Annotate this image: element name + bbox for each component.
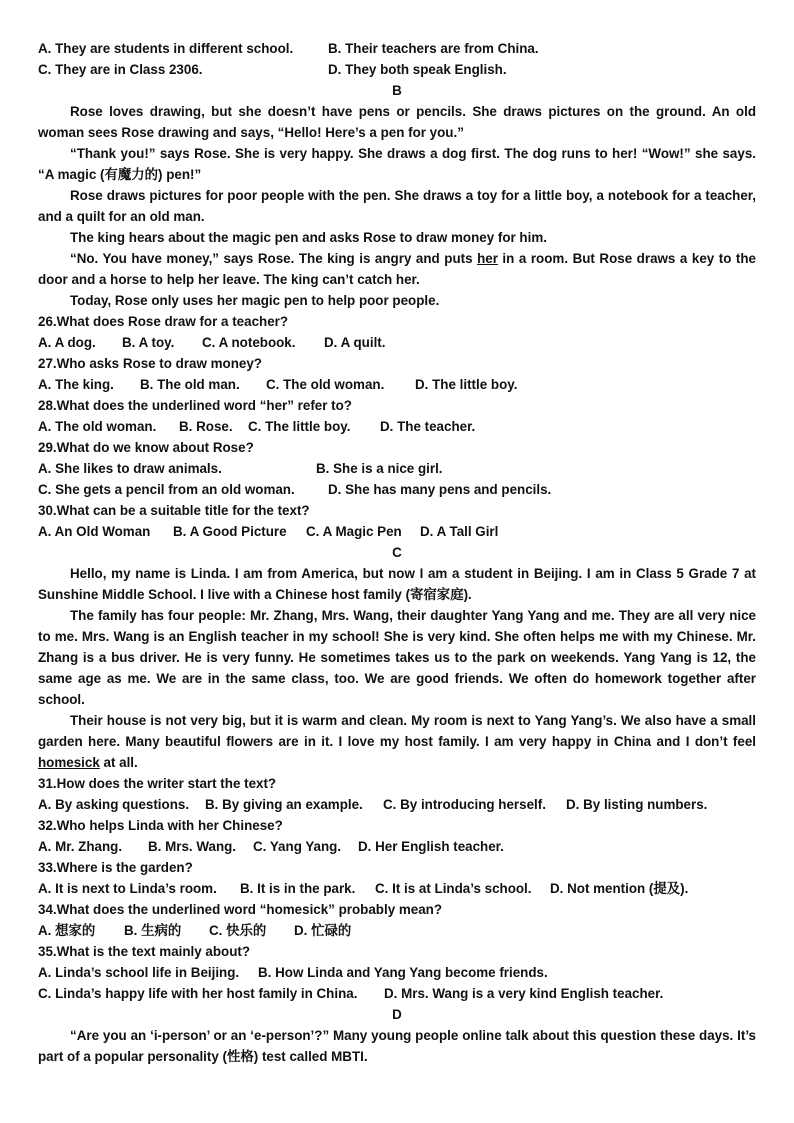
option-b[interactable]: B. By giving an example. [205, 797, 363, 812]
option-b[interactable]: B. She is a nice girl. [316, 461, 443, 476]
passage-paragraph: “Are you an ‘i-person’ or an ‘e-person’?” Many young people online talk about this question these days. It’s part of a popular personality (性格) test called MBTI. [38, 1028, 756, 1064]
option-row [38, 374, 756, 395]
text-run: at all. [99, 755, 138, 770]
option-c[interactable]: C. The little boy. [248, 419, 351, 434]
passage-paragraph: Rose draws pictures for poor people with the pen. She draws a toy for a little boy, a notebook for a teacher, and a quilt for an old man. [38, 188, 756, 224]
option-row [38, 962, 756, 983]
option-c[interactable]: C. It is at Linda’s school. [375, 881, 532, 896]
passage-paragraph: The family has four people: Mr. Zhang, Mrs. Wang, their daughter Yang Yang and me. They are all very nice to me. Mrs. Wang is an English teacher in my school! She is very kind. She often helps me with my Chinese. Mr. Zhang is a bus driver. He is very funny. He sometimes takes us to the park on weekends. Yang Yang is 12, the same age as me. We are in the same class, too. We are good friends. We often do homework together after school. [38, 608, 756, 707]
option-d[interactable]: D. A quilt. [324, 335, 386, 350]
question-stem: 28.What does the underlined word “her” refer to? [38, 398, 352, 413]
passage-paragraph: Hello, my name is Linda. I am from America, but now I am a student in Beijing. I am in Class 5 Grade 7 at Sunshine Middle School. I live with a Chinese host family (寄宿家庭). [38, 566, 756, 602]
option-row [38, 794, 756, 815]
option-d[interactable]: D. Not mention (提及). [550, 881, 689, 896]
question-stem: 31.How does the writer start the text? [38, 776, 277, 791]
option-b[interactable]: B. Mrs. Wang. [148, 839, 237, 854]
section-heading: C [392, 545, 402, 560]
option-d[interactable]: D. The little boy. [415, 377, 518, 392]
text-run: in a room. But Rose draws a key to the door and a horse to help her leave. The king can’t catch her. [38, 251, 757, 287]
option-d[interactable]: D. A Tall Girl [420, 524, 499, 539]
question-stem: 30.What can be a suitable title for the text? [38, 503, 310, 518]
option-d[interactable]: D. By listing numbers. [566, 797, 708, 812]
exam-page [38, 38, 756, 1067]
option-d[interactable]: D. She has many pens and pencils. [328, 482, 552, 497]
option-d[interactable]: D. Mrs. Wang is a very kind English teacher. [384, 986, 664, 1001]
option-row [38, 983, 756, 1004]
option-a[interactable]: A. Mr. Zhang. [38, 839, 123, 854]
option-c[interactable]: C. They are in Class 2306. [38, 62, 203, 77]
underlined-word: her [477, 251, 498, 266]
text-run: “No. You have money,” says Rose. The king is angry and puts [70, 251, 478, 266]
option-a[interactable]: A. The king. [38, 377, 114, 392]
option-row [38, 521, 756, 542]
question-stem: 32.Who helps Linda with her Chinese? [38, 818, 283, 833]
option-row [38, 920, 756, 941]
question-stem: 26.What does Rose draw for a teacher? [38, 314, 289, 329]
option-b[interactable]: B. A toy. [122, 335, 175, 350]
option-row [38, 59, 756, 80]
question-stem: 34.What does the underlined word “homesick” probably mean? [38, 902, 443, 917]
option-a[interactable]: A. It is next to Linda’s room. [38, 881, 217, 896]
option-a[interactable]: A. An Old Woman [38, 524, 151, 539]
option-b[interactable]: B. Their teachers are from China. [328, 41, 539, 56]
option-row [38, 38, 756, 59]
option-a[interactable]: A. They are students in different school. [38, 41, 294, 56]
passage-paragraph: Today, Rose only uses her magic pen to help poor people. [70, 293, 440, 308]
text-run: Their house is not very big, but it is warm and clean. My room is next to Yang Yang’s. We also have a small garden here. Many beautiful flowers are in it. I love my host family. I am very happy in China and I don’t feel [38, 713, 756, 749]
question-stem: 35.What is the text mainly about? [38, 944, 251, 959]
option-c[interactable]: C. By introducing herself. [383, 797, 546, 812]
passage-paragraph [38, 248, 756, 290]
option-a[interactable]: A. The old woman. [38, 419, 157, 434]
option-c[interactable]: C. 快乐的 [209, 923, 267, 938]
option-c[interactable]: C. Yang Yang. [253, 839, 342, 854]
option-a[interactable]: A. A dog. [38, 335, 96, 350]
option-row [38, 332, 756, 353]
option-c[interactable]: C. She gets a pencil from an old woman. [38, 482, 295, 497]
option-a[interactable]: A. By asking questions. [38, 797, 190, 812]
passage-paragraph [38, 710, 756, 773]
option-c[interactable]: C. A Magic Pen [306, 524, 402, 539]
option-row [38, 878, 756, 899]
option-d[interactable]: D. Her English teacher. [358, 839, 504, 854]
passage-paragraph: “Thank you!” says Rose. She is very happy. She draws a dog first. The dog runs to her! “Wow!” she says. “A magic (有魔力的) pen!” [38, 146, 756, 182]
option-b[interactable]: B. A Good Picture [173, 524, 287, 539]
passage-paragraph: The king hears about the magic pen and asks Rose to draw money for him. [70, 230, 547, 245]
question-stem: 27.Who asks Rose to draw money? [38, 356, 262, 371]
passage-paragraph: Rose loves drawing, but she doesn’t have pens or pencils. She draws pictures on the ground. An old woman sees Rose drawing and says, “Hello! Here’s a pen for you.” [38, 104, 756, 140]
option-d[interactable]: D. They both speak English. [328, 62, 507, 77]
option-a[interactable]: A. Linda’s school life in Beijing. [38, 965, 240, 980]
option-d[interactable]: D. 忙碌的 [294, 923, 352, 938]
option-d[interactable]: D. The teacher. [380, 419, 476, 434]
option-row [38, 458, 756, 479]
section-heading: D [392, 1007, 402, 1022]
option-a[interactable]: A. She likes to draw animals. [38, 461, 222, 476]
option-b[interactable]: B. Rose. [179, 419, 233, 434]
option-row [38, 836, 756, 857]
question-stem: 29.What do we know about Rose? [38, 440, 254, 455]
option-b[interactable]: B. It is in the park. [240, 881, 356, 896]
option-b[interactable]: B. The old man. [140, 377, 240, 392]
option-row [38, 479, 756, 500]
option-b[interactable]: B. How Linda and Yang Yang become friends. [258, 965, 548, 980]
option-c[interactable]: C. Linda’s happy life with her host family in China. [38, 986, 358, 1001]
question-stem: 33.Where is the garden? [38, 860, 193, 875]
underlined-word: homesick [38, 755, 100, 770]
option-row [38, 416, 756, 437]
section-heading: B [392, 83, 402, 98]
option-c[interactable]: C. The old woman. [266, 377, 385, 392]
option-c[interactable]: C. A notebook. [202, 335, 296, 350]
option-b[interactable]: B. 生病的 [124, 923, 182, 938]
option-a[interactable]: A. 想家的 [38, 923, 96, 938]
